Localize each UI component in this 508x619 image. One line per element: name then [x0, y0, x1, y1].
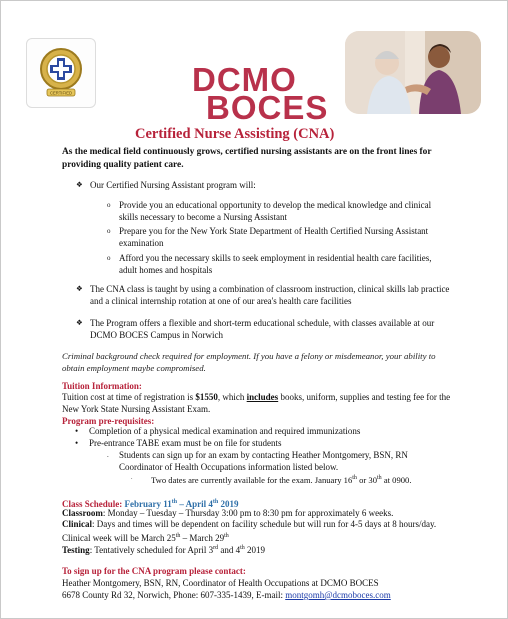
- circle-bullet-icon: o: [107, 201, 111, 209]
- testing-line: Testing: Tentatively scheduled for April 3rd and 4th 2019: [62, 545, 266, 555]
- diamond-bullet-icon: ❖: [76, 318, 83, 327]
- intro-paragraph: As the medical field continuously grows, certified nursing assistants are on the front lines for providing quality patient care.: [62, 147, 432, 170]
- contact-heading: To sign up for the CNA program please contact:: [62, 566, 246, 576]
- page-title: Certified Nurse Assisting (CNA): [135, 126, 335, 142]
- prereq-heading: Program pre-requisites:: [62, 416, 155, 426]
- classroom-line: Classroom: Monday – Tuesday – Thursday 3:00 pm to 8:30 pm for approximately 6 weeks.: [62, 508, 394, 518]
- cna-pin-image: [26, 38, 96, 108]
- logo-line-2: BOCES: [206, 89, 329, 126]
- circle-bullet-icon: o: [107, 227, 111, 235]
- email-link[interactable]: montgomh@dcmoboces.com: [285, 590, 391, 600]
- clinical-line: Clinical: Days and times will be dependent on facility schedule but will run for 4-5 days at 8 hours/day. Clinical week will be March 25th – March 29th: [62, 519, 437, 543]
- dot-bullet-icon: .: [131, 475, 133, 481]
- nurse-patient-photo: [345, 31, 481, 114]
- diamond-bullet-icon: ❖: [76, 284, 83, 293]
- bullet-icon: •: [75, 426, 79, 436]
- contact-line-2: 6678 County Rd 32, Norwich, Phone: 607-335-1439, E-mail: montgomh@dcmoboces.com: [62, 590, 391, 600]
- circle-bullet-icon: o: [107, 254, 111, 262]
- background-check-note: Criminal background check required for employment. If you have a felony or misdemeanor, your ability to obtain employment maybe compromised.: [62, 351, 436, 373]
- diamond-bullet-icon: ❖: [76, 180, 83, 189]
- contact-line-1: Heather Montgomery, BSN, RN, Coordinator of Health Occupations at DCMO BOCES: [62, 578, 379, 588]
- bullet-icon: •: [75, 438, 79, 448]
- dcmo-boces-logo: [192, 61, 329, 126]
- tuition-text: Tuition cost at time of registration is $1550, which includes books, uniform, supplies and testing fee for the New York State Nursing Assistant Exam.: [62, 392, 451, 414]
- program-lead-text: Our Certified Nursing Assistant program will:: [90, 180, 256, 190]
- class-schedule-heading: Class Schedule: February 11th – April 4th 2019: [62, 499, 239, 509]
- logo-line-1: DCMO: [192, 61, 297, 98]
- dot-bullet-icon: .: [107, 451, 109, 459]
- svg-text:CERTIFIED: CERTIFIED: [49, 90, 73, 96]
- tuition-heading: Tuition Information:: [62, 381, 142, 391]
